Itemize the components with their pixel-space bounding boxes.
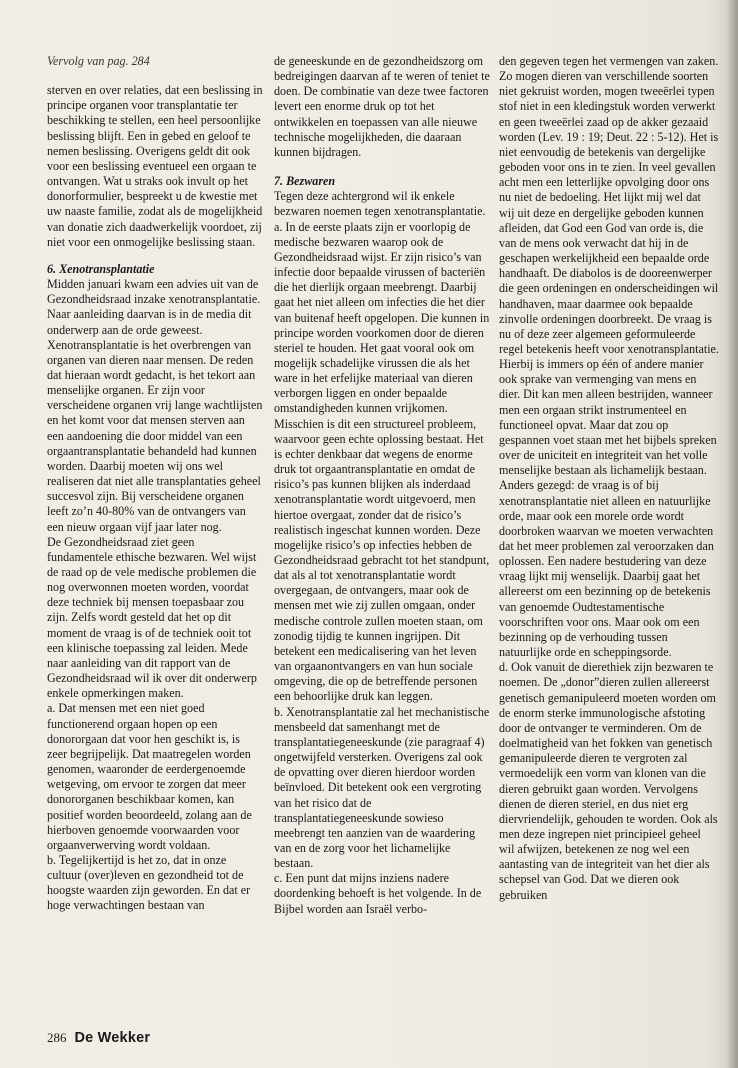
section-heading-6: 6. Xenotransplantatie: [47, 261, 155, 276]
magazine-name: De Wekker: [74, 1030, 151, 1046]
continued-note: Vervolg van pag. 284: [47, 54, 150, 68]
page-number: 286: [47, 1030, 67, 1045]
paragraph: d. Ook vanuit de dierethiek zijn bezwaren te noemen. De „donor”dieren zullen allereerst genetisch gemanipuleerd moeten worden om de enorm sterke immunologische afstoting door de ontvanger te verminderen. Om de doelmatigheid van het fokken van genetisch gemanipuleerde dieren te vergroten zal vermoedelijk een vorm van klonen van die dieren gebruikt gaan worden. Vervolgens dienen de dieren steriel, en dus niet erg diervriendelijk, gehouden te worden. Ook als men deze ingrepen niet principieel geheel wil afwijzen, betekenen ze nog wel een aantasting van de integriteit van het dier als schepsel van God. Dat we dieren ook gebruiken: [499, 660, 718, 902]
paragraph: b. Xenotransplantatie zal het mechanistische mensbeeld dat samenhangt met de transplantatiegeneeskunde (zie paragraaf 4) ongetwijfeld versterken. Overigens zal ook de opvatting over dieren hierdoor worden beïnvloed. Dit betekent ook een vergroting van het risico dat de transplantatiegeneeskunde sowieso meebrengt ten aanzien van de waardering van en de zorg voor het lichamelijke bestaan.: [274, 704, 490, 871]
paragraph: De Gezondheidsraad ziet geen fundamentele ethische bezwaren. Wel wijst de raad op de vele medische problemen die nog overwonnen moeten worden, voordat deze techniek bij mensen toepasbaar zou zijn. Zelfs wordt gesteld dat het op dit moment de vraag is of de techniek ooit tot een klinische toepassing zal leiden. Mede naar aanleiding van dit rapport van de Gezondheidsraad wil ik over dit onderwerp enkele opmerkingen maken.: [47, 534, 257, 701]
paragraph: a. In de eerste plaats zijn er voorlopig de medische bezwaren waarop ook de Gezondheidsraad wijst. Er zijn risico’s van infectie door bepaalde virussen of bacteriën die het dierlijk orgaan meebrengt. Daarbij gaat het niet alleen om infecties die het dier van buitenaf heeft opgelopen. Die kunnen in principe worden voorkomen door de dieren steriel te houden. Het gaat vooral ook om mogelijk schadelijke virussen die als het ware in het erfelijke materiaal van dieren verborgen liggen en onder bepaalde omstandigheden kunnen vrijkomen. Misschien is dit een structureel probleem, waarvoor geen echte oplossing bestaat. Het is echter denkbaar dat wegens de enorme druk tot orgaantransplantatie en omdat de risico’s pas kunnen blijken als inderdaad xenotransplantatie wordt uitgevoerd, men hiertoe overgaat, zonder dat de risico’s realistisch ingeschat kunnen worden. Deze mogelijke risico’s op infecties hebben de Gezondheidsraad gebracht tot het standpunt, dat als al tot xenotransplantatie wordt overgegaan, de ontvangers, maar ook de mensen met wie zij zullen omgaan, onder medische controle zullen moeten staan, om zonodig tijdig te kunnen ingrijpen. Dit betekent een medicalisering van het leven van orgaanontvangers en van hun sociale omgeving, die op de betreffende personen een behoorlijke druk kan leggen.: [274, 219, 490, 704]
section-heading-7: 7. Bezwaren: [274, 174, 336, 189]
column-3: [499, 54, 719, 903]
paragraph: c. Een punt dat mijns inziens nadere doordenking behoeft is het volgende. In de Bijbel worden aan Israël verbo-: [274, 871, 482, 916]
paragraph: sterven en over relaties, dat een beslissing in principe organen voor transplantatie ter beschikking te stellen, een heel persoonlijke beslissing blijft. Een in gebed en geloof te nemen beslissing. Overigens geldt dit ook voor een beslissing eventueel een orgaan te ontvangen. Wat u straks ook invult op het donorformulier, bespreekt u de kwestie met uw naaste familie, zodat als de mogelijkheid van donatie zich daadwerkelijk voordoet, zij niet voor een onmogelijke beslissing staan.: [47, 83, 263, 249]
paragraph: b. Tegelijkertijd is het zo, dat in onze cultuur (over)leven en gezondheid tot de hoogste waarden zijn geworden. En dat er hoge verwachtingen bestaan van: [47, 852, 251, 913]
paragraph: a. Dat mensen met een niet goed functionerend orgaan hopen op een donororgaan dat voor hen geschikt is, is zeer begrijpelijk. Dat maatregelen worden genomen, waaronder de eerdergenoemde wetgeving, om ervoor te zorgen dat meer donororganen beschikbaar komen, kan positief worden beoordeeld, zolang aan de hierboven genoemde voorwaarden voor orgaanverwerving wordt voldaan.: [47, 701, 252, 852]
paragraph: Tegen deze achtergrond wil ik enkele bezwaren noemen tegen xenotransplantatie.: [274, 189, 486, 219]
page-edge-shadow: [726, 0, 738, 1068]
paragraph: de geneeskunde en de gezondheidszorg om bedreigingen daarvan af te weren of teniet te doen. De combinatie van deze twee factoren levert een enorme druk op tot het ontwikkelen en toepassen van alle nieuwe technische mogelijkheden, die daaraan kunnen bijdragen.: [274, 54, 490, 159]
column-2: [274, 54, 490, 917]
page-footer: [47, 1030, 150, 1046]
paragraph: den gegeven tegen het vermengen van zaken. Zo mogen dieren van verschillende soorten niet gekruist worden, mogen tweeërlei typen stof niet in een kledingstuk worden verwerkt en geen tweeërlei zaad op de akker gezaaid worden (Lev. 19 : 19; Deut. 22 : 5-12). Het is niet eenvoudig de betekenis van dergelijke geboden voor ons in te zien. In veel gevallen acht men een letterlijke opvolging door ons nu niet de bedoeling. Het lijkt mij wel dat wij uit deze en dergelijke geboden kunnen afleiden, dat God een God van orde is, die van de mens ook verwacht dat hij in de geschapen werkelijkheid een bepaalde orde handhaaft. De diabolos is de dooreenwerper die geen ordeningen en onderscheidingen wil handhaven, maar daarmee ook bepaalde zinvolle ordeningen doorbreekt. De vraag is nu of deze zeer algemeen geformuleerde regel betekenis heeft voor xenotransplantatie. Hierbij is immers op één of andere manier ook sprake van vermenging van mens en dier. Dit kan men alleen bestrijden, wanneer men een orgaan strikt instrumenteel en functioneel opvat. Maar dat zou op gespannen voet staan met het bijbels spreken over de uniciteit en integriteit van het volle menselijke bestaan als lichamelijk bestaan. Anders gezegd: de vraag is of bij xenotransplantatie niet alleen en natuurlijke orde, maar ook een morele orde wordt doorbroken waarvan we moeten verwachten dat het meer problemen zal veroorzaken dan oplossen. Een nadere bestudering van deze vraag lijkt mij wenselijk. Daarbij gaat het allereerst om een bezinning op de betekenis van genoemde Oudtestamentische voorschriften voor ons. Maar ook om een bezinning op de verhouding tussen natuurlijke orde en scheppingsorde.: [499, 54, 719, 660]
column-1: [47, 54, 263, 914]
paragraph: Midden januari kwam een advies uit van de Gezondheidsraad inzake xenotransplantatie. Naar aanleiding daarvan is in de media dit onderwerp aan de orde geweest. Xenotransplantatie is het overbrengen van organen van dieren naar mensen. De reden dat hieraan wordt gedacht, is het tekort aan menselijke organen. Er zijn voor verscheidene organen vrij lange wachtlijsten en het komt voor dat mensen sterven aan een aandoening die door middel van een orgaantransplantatie behandeld had kunnen worden. Daarbij moeten wij ons wel realiseren dat niet alle transplantaties geheel succesvol zijn. Bij verscheidene organen leeft zo’n 40-80% van de ontvangers van een nieuw orgaan vijf jaar later nog.: [47, 277, 263, 534]
